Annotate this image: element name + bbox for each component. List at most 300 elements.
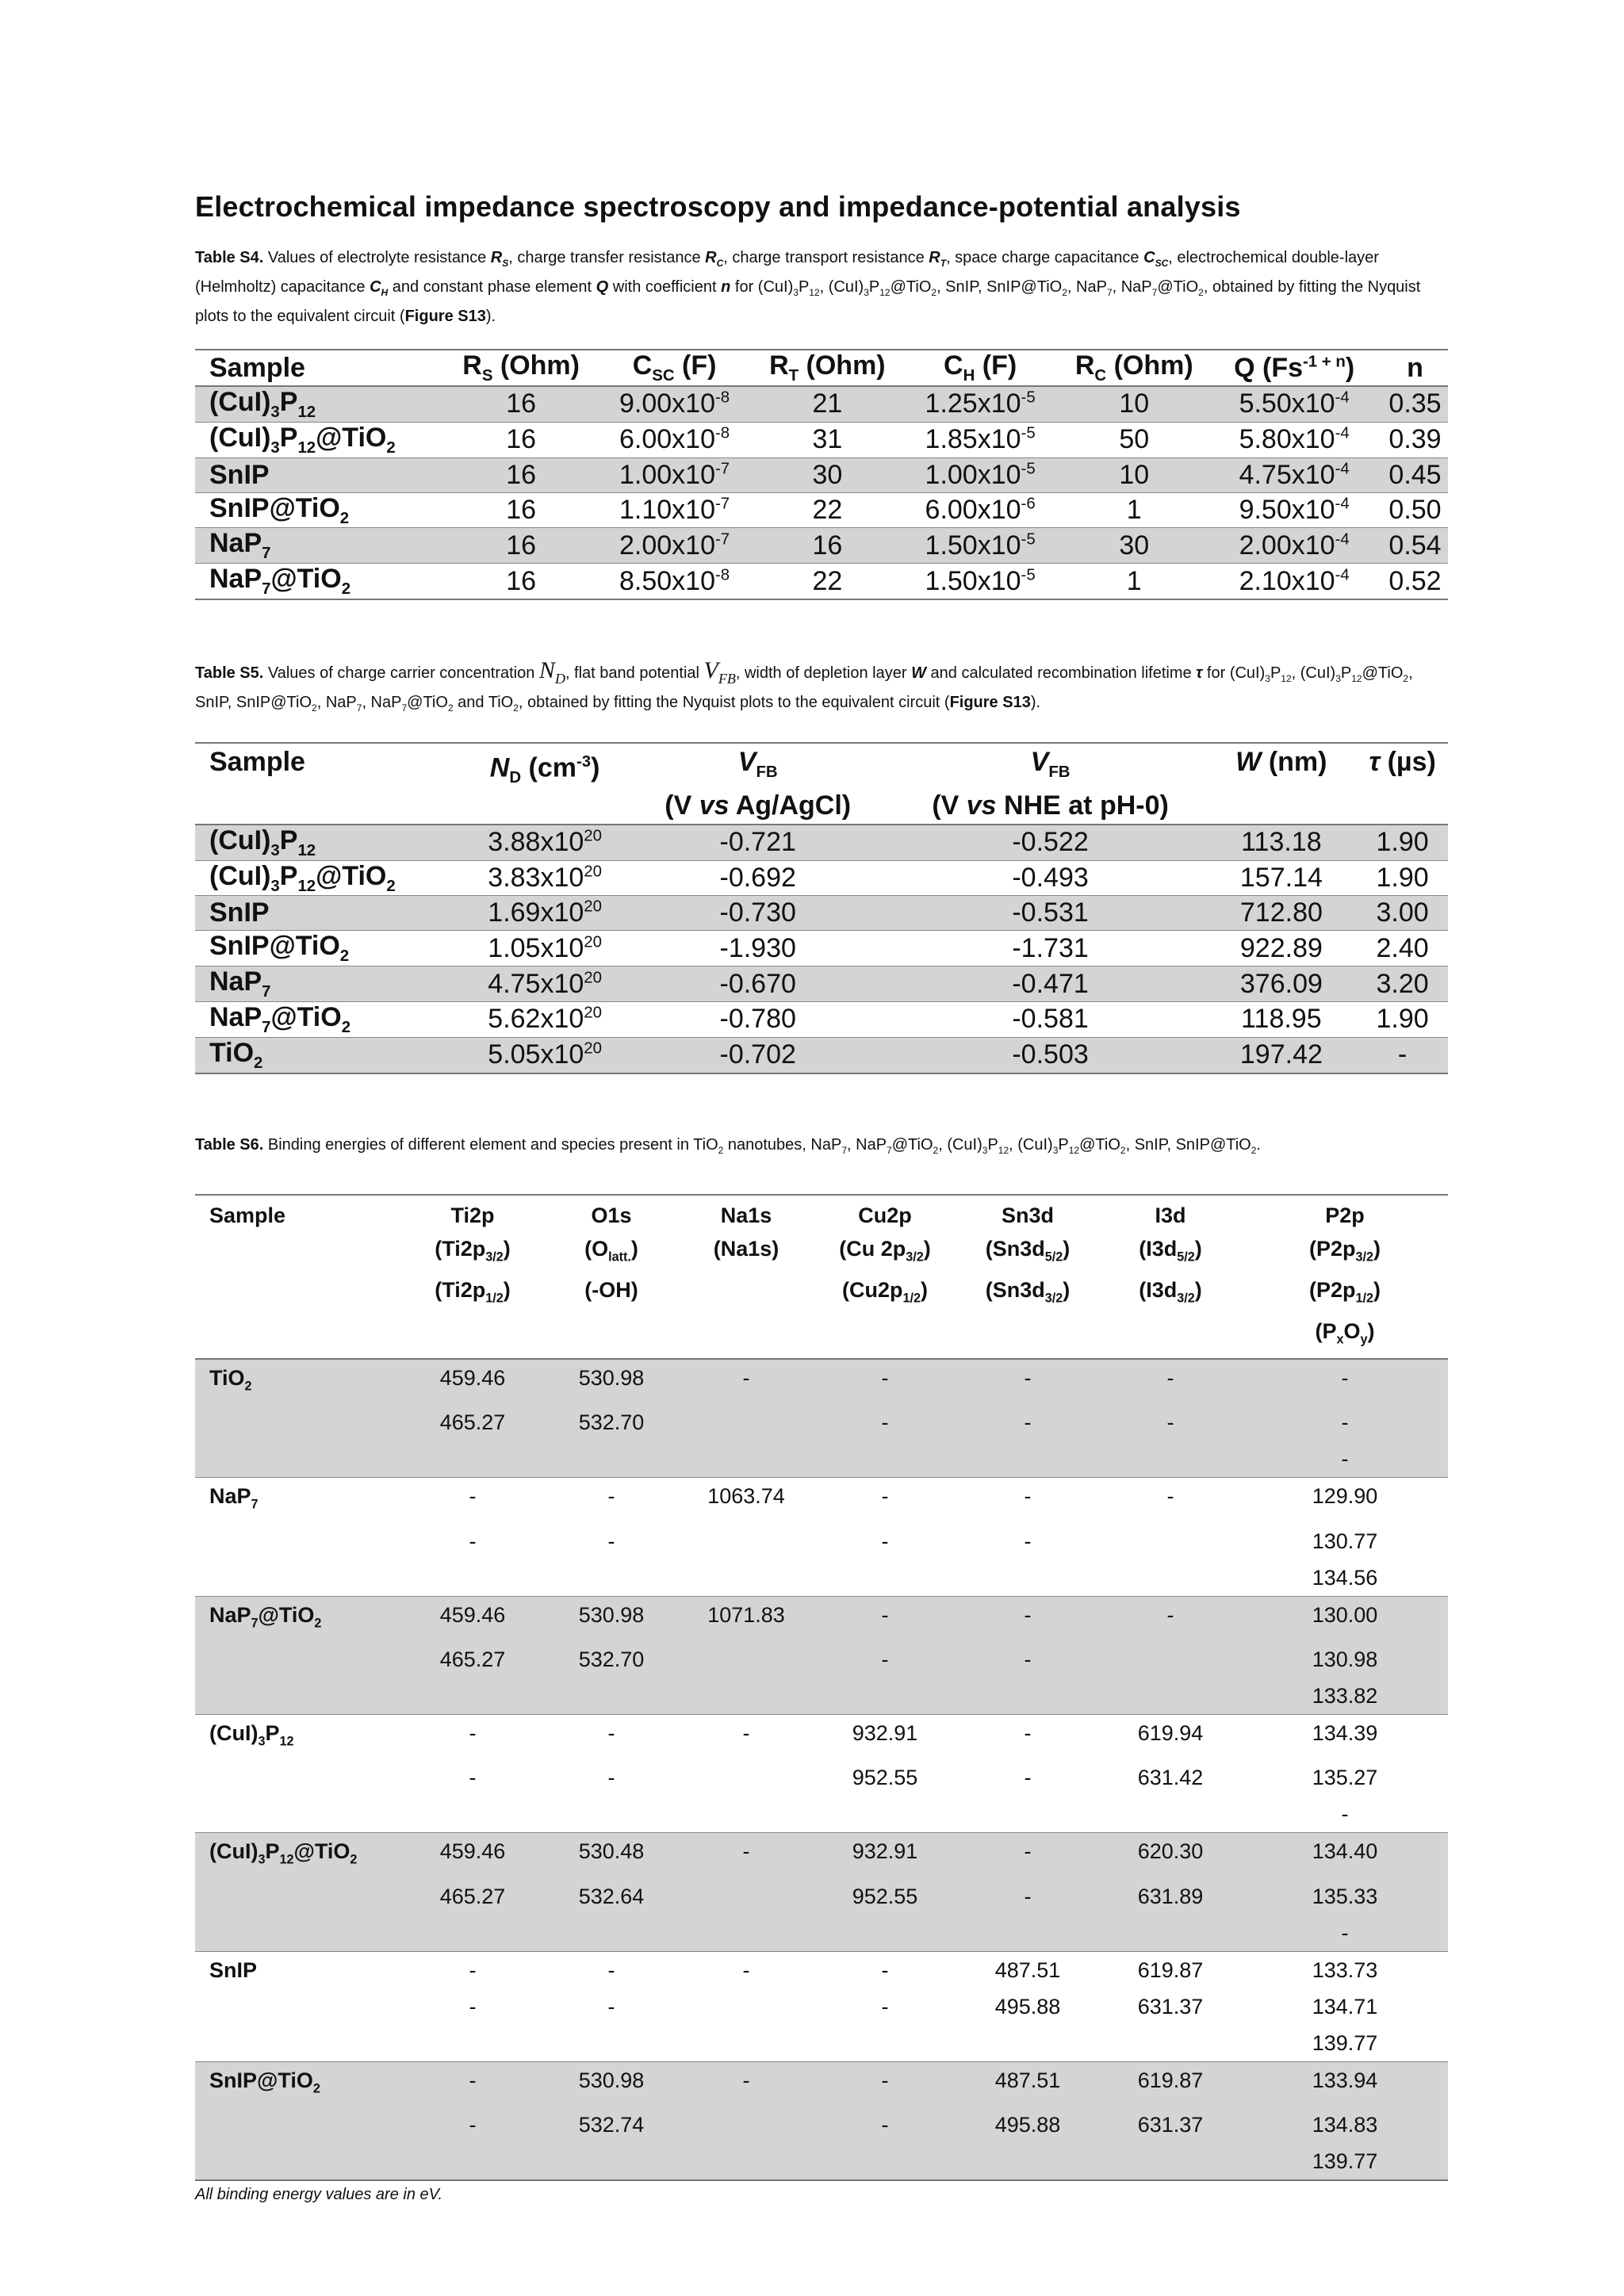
ch-cell: $1.85x10^{-5}$ [925,424,1036,455]
sn3d-cell [956,1796,1099,1833]
table-row [195,1559,1448,1597]
col-header-tau: τ (µs) [1342,743,1448,825]
table-row [195,1833,1448,1878]
sample-cell [195,1441,401,1478]
o1s-cell [544,2025,679,2062]
na1s-cell [679,2143,814,2180]
tau-cell: 3.00 [1342,896,1448,931]
rt-cell: 31 [812,424,843,455]
i3d-cell [1099,2143,1242,2180]
vfb-agcl-cell: -0.702 [621,1037,881,1073]
col-header-rt: $R_T$ (Ohm) [742,350,898,386]
rs-cell: 16 [506,494,537,525]
table-row [195,931,1448,966]
na1s-cell [679,1878,814,1915]
rt-cell: 30 [742,457,898,492]
ti2p-cell: - [401,1478,544,1523]
sample-cell: NaP$_7$ [195,966,454,1002]
table-row [195,457,1448,492]
table-row [195,1678,1448,1715]
q-cell: $2.00x10^{-4}$ [1206,528,1368,564]
o1s-cell: - [607,1766,615,1790]
p2p-cell: 135.33 [1242,1878,1448,1915]
table-row [195,2107,1448,2143]
p2p-cell: 134.83 [1242,2107,1448,2143]
cu2p-cell: - [814,1404,956,1441]
i3d-cell: - [1099,1596,1242,1641]
na1s-cell: - [679,1359,814,1404]
table-row [195,1796,1448,1833]
ti2p-cell [401,1441,544,1478]
sample-cell: $(CuI)_3P_{12}$ [195,1714,401,1759]
table-row [195,492,1448,528]
o1s-cell: - [544,1478,679,1523]
col-header-ch: $C_H$ (F) [898,350,1048,386]
p2p-cell: 129.90 [1242,1478,1448,1523]
sn3d-cell: 487.51 [956,2061,1099,2107]
o1s-cell [544,2143,679,2180]
p2p-cell: - [1242,1441,1448,1478]
ti2p-cell [401,2143,544,2180]
ti2p-cell [401,1915,544,1952]
tau-cell: 1.90 [1376,1004,1429,1035]
cu2p-cell [814,2143,956,2180]
q-cell: $5.80x10^{-4}$ [1239,424,1350,455]
sample-cell [195,1988,401,2025]
table-row [195,422,1448,457]
nd-cell: $3.88x10^{20}$ [454,825,620,860]
i3d-cell [1099,2025,1242,2062]
na1s-cell [679,2107,814,2143]
rt-cell: 22 [742,564,898,599]
table-row [195,1641,1448,1678]
o1s-cell: - [607,1529,615,1553]
sample-cell [195,1641,401,1678]
cu2p-cell: 932.91 [814,1714,956,1759]
col-header-vfb-nhe: $V_{FB}$ (V vs NHE at pH-0) [881,743,1206,825]
tau-cell: 1.90 [1376,862,1429,893]
rt-cell: 21 [742,386,898,422]
sample-cell [195,1796,401,1833]
i3d-cell: 631.42 [1137,1766,1204,1790]
csc-cell: $9.00x10^{-8}$ [592,386,741,422]
table-header-row [195,743,1448,825]
sample-cell: $(CuI)_3P_{12}@TiO_2$ [209,422,396,457]
rt-cell: 16 [742,528,898,564]
col-header-n: n [1368,350,1448,386]
cu2p-cell: - [814,1951,956,1988]
col-header-o1s: O1s $(O_{latt.})$ (-OH) [544,1195,679,1359]
sample-cell: TiO$_2$ [195,1037,454,1073]
cu2p-cell: 952.55 [814,1878,956,1915]
rc-cell: 30 [1048,528,1206,564]
rc-cell: 10 [1048,386,1206,422]
w-cell: 376.09 [1206,966,1343,1002]
cu2p-cell [814,1915,956,1952]
p2p-cell: 139.77 [1312,2030,1378,2055]
p2p-cell: 134.40 [1242,1833,1448,1878]
table-s5 [195,742,1448,1074]
table-s6 [195,1194,1448,2182]
table-row [195,825,1448,860]
table-row [195,564,1448,599]
rc-cell: 50 [1119,424,1150,455]
na1s-cell [679,1796,814,1833]
tau-cell: 1.90 [1342,825,1448,860]
sn3d-cell: 495.88 [956,2107,1099,2143]
i3d-cell: 620.30 [1099,1833,1242,1878]
vfb-nhe-cell: -0.503 [881,1037,1206,1073]
vfb-agcl-cell: -0.721 [621,825,881,860]
n-cell: 0.54 [1368,528,1448,564]
na1s-cell [679,2025,814,2062]
na1s-cell [679,1915,814,1952]
na1s-cell: 1071.83 [679,1596,814,1641]
i3d-cell [1099,1678,1242,1715]
vfb-nhe-cell: -0.531 [881,896,1206,931]
ti2p-cell: - [469,1994,477,2019]
i3d-cell: 631.37 [1137,1994,1204,2019]
table-row [195,1441,1448,1478]
q-cell: $9.50x10^{-4}$ [1239,494,1350,525]
sn3d-cell: - [956,1878,1099,1915]
i3d-cell [1099,1915,1242,1952]
p2p-cell: 130.77 [1312,1529,1378,1553]
q-cell: $2.10x10^{-4}$ [1206,564,1368,599]
sample-cell: SnIP [195,896,454,931]
sample-cell [195,1759,401,1796]
o1s-cell: 532.70 [544,1404,679,1441]
table-row [195,1037,1448,1073]
cu2p-cell: - [881,1994,889,2019]
na1s-cell [679,1404,814,1441]
na1s-cell: 1063.74 [679,1478,814,1523]
csc-cell: $1.10x10^{-7}$ [619,494,730,525]
rs-cell: 16 [435,386,593,422]
csc-cell: $6.00x10^{-8}$ [619,424,730,455]
p2p-cell: 130.98 [1242,1641,1448,1678]
table-row [195,1359,1448,1404]
p2p-cell: 134.56 [1312,1565,1378,1590]
p2p-cell: - [1242,1359,1448,1404]
na1s-cell [679,1523,814,1559]
table-row [195,386,1448,422]
nd-cell: $5.05x10^{20}$ [454,1037,620,1073]
nd-cell: $5.62x10^{20}$ [488,1004,602,1035]
table-header-row [195,1195,1448,1359]
ti2p-cell: 465.27 [401,1878,544,1915]
i3d-cell: - [1099,1478,1242,1523]
o1s-cell: 530.98 [544,1596,679,1641]
o1s-cell [544,1915,679,1952]
sample-cell: NaP$_7$@TiO$_2$ [195,564,435,599]
table-row [195,1001,1448,1037]
p2p-cell: 134.71 [1312,1994,1378,2019]
sample-cell [195,1404,401,1441]
cu2p-cell [814,1441,956,1478]
table-row [195,1759,1448,1796]
csc-cell: $2.00x10^{-7}$ [592,528,741,564]
o1s-cell: 530.98 [544,1359,679,1404]
sample-cell: NaP$_7$@TiO$_2$ [209,1001,351,1036]
sample-cell: $(CuI)_3P_{12}@TiO_2$ [195,1833,401,1878]
i3d-cell [1099,1559,1242,1597]
ti2p-cell: 465.27 [401,1404,544,1441]
ti2p-cell: 459.46 [401,1596,544,1641]
table-row [195,528,1448,564]
col-header-cu2p: Cu2p (Cu $2p_{3/2}$) $(Cu2p_{1/2})$ [814,1195,956,1359]
cu2p-cell: 932.91 [814,1833,956,1878]
cu2p-cell: - [814,2061,956,2107]
rt-cell: 22 [812,494,843,525]
table-row [195,1988,1448,2025]
sample-cell: $(CuI)_3P_{12}@TiO_2$ [209,860,396,895]
table-row [195,1915,1448,1952]
w-cell: 157.14 [1239,862,1323,893]
i3d-cell: 619.87 [1099,2061,1242,2107]
o1s-cell: 530.48 [544,1833,679,1878]
cu2p-cell [814,2025,956,2062]
table-s6-label: Table S6. [195,1135,264,1154]
ti2p-cell: 459.46 [401,1833,544,1878]
table-s4-label: Table S4. [195,249,264,266]
na1s-cell [679,1988,814,2025]
ti2p-cell: - [401,1951,544,1988]
table-row [195,2025,1448,2062]
sample-cell [195,1915,401,1952]
table-s5-caption: Table S5. Values of charge carrier concentration $N_D$, flat band potential $V_{FB}$, width of depletion layer W and calculated recombination lifetime τ for $(CuI)_3P_{12}$, $(CuI)_3P_{12}@TiO_2$, SnIP, SnIP@TiO$_2$, NaP$_7$, NaP$_7$@TiO$_2$ and TiO$_2$, obtained by fitting the Nyquist plots to the equivalent circuit (Figure S13). [195,656,1413,714]
tau-cell: - [1342,1037,1448,1073]
p2p-cell: 139.77 [1242,2143,1448,2180]
cu2p-cell [814,1678,956,1715]
sn3d-cell [956,1441,1099,1478]
i3d-cell [1099,1641,1242,1678]
o1s-cell: - [544,1714,679,1759]
sample-cell [195,1878,401,1915]
o1s-cell [544,1796,679,1833]
rc-cell: 1 [1126,494,1142,525]
ti2p-cell: 459.46 [401,1359,544,1404]
sn3d-cell: 487.51 [956,1951,1099,1988]
nd-cell: $4.75x10^{20}$ [454,966,620,1002]
sn3d-cell: - [956,1714,1099,1759]
o1s-cell [544,1441,679,1478]
w-cell: 712.80 [1206,896,1343,931]
sn3d-cell: - [956,1478,1099,1523]
q-cell: $4.75x10^{-4}$ [1206,457,1368,492]
na1s-cell [679,1759,814,1796]
i3d-cell [1099,1441,1242,1478]
table-s6-caption: Table S6. Binding energies of different element and species present in TiO$_2$ nanotubes, NaP$_7$, NaP$_7$@TiO$_2$, $(CuI)_3P_{12}$, $(CuI)_3P_{12}@TiO_2$, SnIP, SnIP@TiO$_2$. [195,1135,1261,1156]
ch-cell: $1.25x10^{-5}$ [898,386,1048,422]
ti2p-cell [401,1796,544,1833]
sample-cell [195,1678,401,1715]
n-cell: 0.39 [1388,424,1442,455]
ti2p-cell [401,2025,544,2062]
table-row [195,1478,1448,1523]
table-row [195,1878,1448,1915]
table-row [195,2061,1448,2107]
q-cell: $5.50x10^{-4}$ [1206,386,1368,422]
rc-cell: 1 [1048,564,1206,599]
n-cell: 0.35 [1368,386,1448,422]
col-header-csc: $C_{SC}$ (F) [592,350,741,386]
na1s-cell [679,1441,814,1478]
vfb-nhe-cell: -0.493 [1012,862,1089,893]
table-row [195,860,1448,896]
ti2p-cell: 465.27 [401,1641,544,1678]
sample-cell: $(CuI)_3P_{12}$ [195,825,454,860]
cu2p-cell [814,1796,956,1833]
ti2p-cell: - [401,1714,544,1759]
table-row [195,966,1448,1002]
na1s-cell [679,1641,814,1678]
vfb-nhe-cell: -0.581 [1012,1004,1089,1035]
sample-cell: SnIP@TiO$_2$ [195,2061,401,2107]
sample-cell [195,2025,401,2062]
w-cell: 118.95 [1241,1004,1322,1035]
o1s-cell: 532.70 [544,1641,679,1678]
na1s-cell [679,1678,814,1715]
p2p-cell: 134.39 [1242,1714,1448,1759]
cu2p-cell: - [881,1529,889,1553]
ch-cell: $1.00x10^{-5}$ [898,457,1048,492]
na1s-cell [679,1559,814,1597]
na1s-cell: - [679,2061,814,2107]
p2p-cell: 133.94 [1242,2061,1448,2107]
col-header-sample: Sample [195,350,435,386]
ti2p-cell [401,1678,544,1715]
sn3d-cell: - [956,1404,1099,1441]
p2p-cell: 135.27 [1312,1766,1378,1790]
table-s5-label: Table S5. [195,664,264,682]
sample-cell [195,2107,401,2143]
o1s-cell: 532.64 [544,1878,679,1915]
nd-cell: $3.83x10^{20}$ [488,862,602,893]
n-cell: 0.50 [1388,494,1442,525]
table-row [195,1714,1448,1759]
vfb-agcl-cell: -0.670 [621,966,881,1002]
p2p-cell: 130.00 [1242,1596,1448,1641]
rc-cell: 10 [1048,457,1206,492]
sn3d-cell: 495.88 [994,1994,1061,2019]
sample-cell: TiO$_2$ [195,1359,401,1404]
sample-cell: SnIP@TiO$_2$ [209,931,350,966]
sn3d-cell [956,1915,1099,1952]
cu2p-cell: - [814,1596,956,1641]
p2p-cell: - [1242,1915,1448,1952]
sn3d-cell [956,2025,1099,2062]
sn3d-cell [956,1678,1099,1715]
sn3d-cell: - [956,1833,1099,1878]
na1s-cell: - [679,1714,814,1759]
sn3d-cell: - [956,1596,1099,1641]
ch-cell: $6.00x10^{-6}$ [925,494,1036,525]
cu2p-cell [814,1559,956,1597]
vfb-nhe-cell: -0.522 [881,825,1206,860]
col-header-na1s: Na1s (Na1s) [679,1195,814,1359]
vfb-agcl-cell: -1.930 [719,932,796,963]
p2p-cell: 133.73 [1242,1951,1448,1988]
i3d-cell: 631.89 [1099,1878,1242,1915]
col-header-rc: $R_C$ (Ohm) [1048,350,1206,386]
p2p-cell: - [1341,1802,1349,1827]
sn3d-cell: - [956,1359,1099,1404]
col-header-p2p: P2p $(P2p_{3/2})$ $(P2p_{1/2})$ $(P_xO_y)$ [1242,1195,1448,1359]
col-header-sample: Sample [195,743,454,825]
col-header-ti2p: Ti2p $(Ti2p_{3/2})$ $(Ti2p_{1/2})$ [401,1195,544,1359]
table-row [195,1523,1448,1559]
sample-cell: $(CuI)_3P_{12}$ [195,386,435,422]
table-row [195,1404,1448,1441]
table-header-row [195,350,1448,386]
i3d-cell: - [1099,1404,1242,1441]
sn3d-cell: - [1024,1766,1032,1790]
document-page [195,190,1448,2204]
tau-cell: 2.40 [1376,932,1429,963]
ti2p-cell [401,1559,544,1597]
ti2p-cell: - [401,2107,544,2143]
o1s-cell [544,1678,679,1715]
col-header-rs: $R_S$ (Ohm) [435,350,593,386]
col-header-i3d: I3d $(I3d_{5/2})$ $(I3d_{3/2})$ [1099,1195,1242,1359]
table-s4 [195,349,1448,600]
w-cell: 922.89 [1239,932,1323,963]
col-header-vfb-agcl: $V_{FB}$ (V vs Ag/AgCl) [621,743,881,825]
w-cell: 197.42 [1206,1037,1343,1073]
ch-cell: $1.50x10^{-5}$ [898,528,1048,564]
vfb-agcl-cell: -0.780 [719,1004,796,1035]
vfb-nhe-cell: -1.731 [1012,932,1089,963]
w-cell: 113.18 [1206,825,1343,860]
sn3d-cell: - [1024,1529,1032,1553]
col-header-w: W (nm) [1206,743,1343,825]
n-cell: 0.52 [1368,564,1448,599]
csc-cell: $8.50x10^{-8}$ [592,564,741,599]
i3d-cell: 619.87 [1099,1951,1242,1988]
table-row [195,1951,1448,1988]
col-header-sn3d: Sn3d $(Sn3d_{5/2})$ $(Sn3d_{3/2})$ [956,1195,1099,1359]
rs-cell: 16 [435,528,593,564]
i3d-cell: 631.37 [1099,2107,1242,2143]
cu2p-cell: - [814,1359,956,1404]
sn3d-cell [956,1559,1099,1597]
cu2p-cell: - [814,1641,956,1678]
tau-cell: 3.20 [1342,966,1448,1002]
i3d-cell [1099,1523,1242,1559]
rs-cell: 16 [435,457,593,492]
cu2p-cell: 952.55 [852,1766,918,1790]
ti2p-cell: - [469,1529,477,1553]
sample-cell: NaP$_7$@TiO$_2$ [195,1596,401,1641]
table-row [195,1596,1448,1641]
col-header-nd: $N_D$ $(cm^{-3})$ [454,743,620,825]
cu2p-cell: - [814,2107,956,2143]
o1s-cell: - [607,1994,615,2019]
vfb-nhe-cell: -0.471 [881,966,1206,1002]
o1s-cell: - [544,1951,679,1988]
sample-cell: SnIP [195,457,435,492]
table-row [195,2143,1448,2180]
i3d-cell: 619.94 [1099,1714,1242,1759]
sample-cell [195,2143,401,2180]
col-header-sample: Sample [195,1195,401,1359]
o1s-cell: 532.74 [544,2107,679,2143]
i3d-cell: - [1099,1359,1242,1404]
sample-cell [195,1523,401,1559]
sample-cell: SnIP [195,1951,401,1988]
ti2p-cell: - [401,2061,544,2107]
